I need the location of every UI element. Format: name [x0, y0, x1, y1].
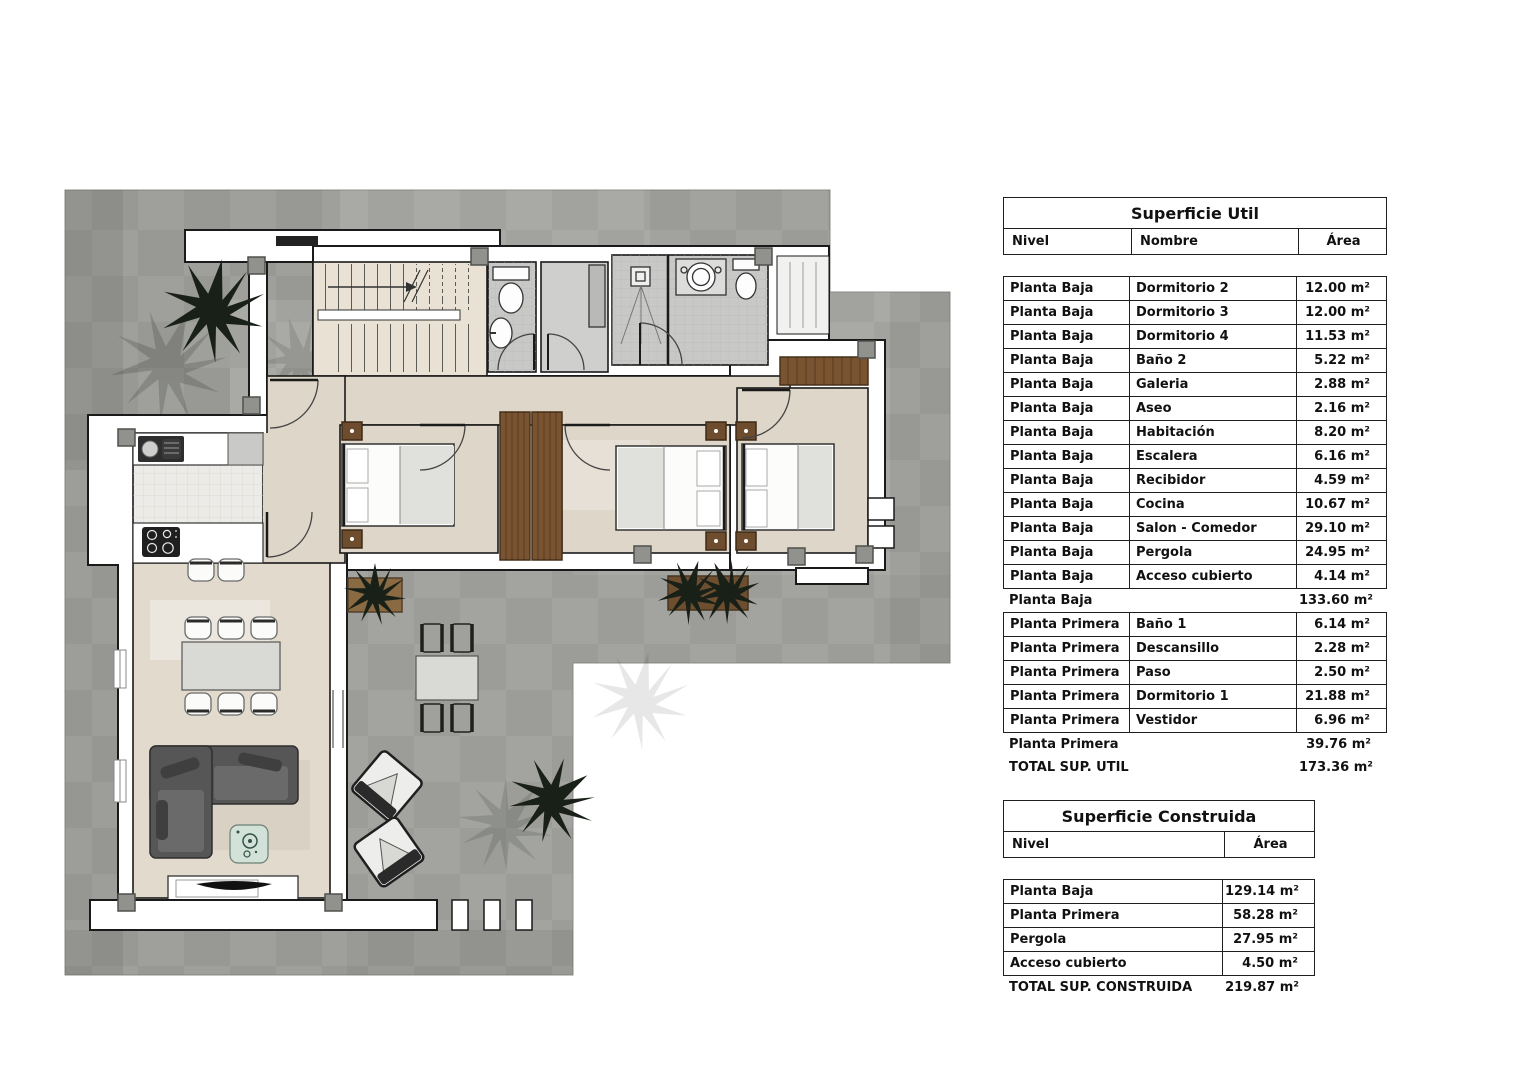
- wall-niche: [868, 526, 894, 548]
- toilet-icon: [499, 283, 523, 313]
- table-row: [1003, 904, 1315, 928]
- col-header-nivel: Nivel: [1012, 837, 1050, 852]
- toilet-tank: [493, 267, 529, 280]
- porch-band: [90, 900, 437, 930]
- table-cell-nombre: [1130, 756, 1297, 779]
- bed-dormitorio-3: [342, 444, 454, 526]
- table-cell-nombre: Dormitorio 4: [1130, 325, 1297, 349]
- acceso-step: [796, 568, 868, 584]
- tv-unit: [168, 876, 298, 902]
- table-cell-area: 39.76 m²: [1306, 737, 1371, 752]
- table-cell-area: 10.67 m²: [1297, 493, 1387, 517]
- table-gap: [1003, 858, 1315, 879]
- table-cell-area: 4.59 m²: [1297, 469, 1387, 493]
- table-cell-area: 4.50 m²: [1223, 952, 1315, 976]
- table-cell-nivel: TOTAL SUP. UTIL: [1009, 760, 1129, 775]
- table-cell-nivel: Planta Baja: [1003, 541, 1130, 565]
- table-row: [1003, 661, 1387, 685]
- table-body: [1003, 879, 1315, 999]
- table-row: [1003, 445, 1387, 469]
- col-header-nivel: Nivel: [1012, 234, 1050, 249]
- col-header-area: Área: [1298, 229, 1388, 254]
- table-cell-area: 6.16 m²: [1297, 445, 1387, 469]
- table-cell-nombre: [1130, 589, 1297, 612]
- table-row: [1003, 928, 1315, 952]
- table-cell-nombre: [1130, 733, 1297, 756]
- wardrobe-dorm4: [532, 412, 562, 560]
- table-cell-nivel: Planta Baja: [1003, 517, 1130, 541]
- table-cell-area: 21.88 m²: [1297, 685, 1387, 709]
- table-cell-area: 24.95 m²: [1297, 541, 1387, 565]
- table-cell-area: 6.96 m²: [1297, 709, 1387, 733]
- shower-head-icon: [631, 267, 650, 286]
- table-row: [1003, 325, 1387, 349]
- entry-side-wall: [249, 262, 267, 415]
- table-cell-nivel: Planta Primera: [1003, 612, 1130, 637]
- bar-stool: [218, 559, 244, 581]
- table-cell-area: 2.28 m²: [1297, 637, 1387, 661]
- table-cell-nombre: Dormitorio 1: [1130, 685, 1297, 709]
- hall-floor: [263, 433, 330, 563]
- table-cell-nombre: Recibidor: [1130, 469, 1297, 493]
- table-cell-nivel: Planta Primera: [1003, 661, 1130, 685]
- table-cell-nivel: Planta Primera: [1003, 685, 1130, 709]
- table-cell-area: 58.28 m²: [1223, 904, 1315, 928]
- table-cell-nivel: Planta Baja: [1003, 301, 1130, 325]
- table-cell-nivel: Planta Baja: [1003, 565, 1130, 589]
- table-cell-nivel: Planta Primera: [1003, 637, 1130, 661]
- table-cell-area: 2.88 m²: [1297, 373, 1387, 397]
- table-row: [1003, 301, 1387, 325]
- table-cell-nivel: Planta Baja: [1003, 445, 1130, 469]
- outdoor-table: [416, 656, 478, 700]
- table-cell-nombre: Escalera: [1130, 445, 1297, 469]
- table-cell-nombre: Pergola: [1130, 541, 1297, 565]
- table-cell-nivel: Planta Baja: [1003, 276, 1130, 301]
- table-row: [1003, 589, 1387, 612]
- table-cell-area: 219.87 m²: [1225, 980, 1299, 995]
- table-cell-nombre: Vestidor: [1130, 709, 1297, 733]
- table-cell-nombre: Baño 2: [1130, 349, 1297, 373]
- table-cell-area: 2.50 m²: [1297, 661, 1387, 685]
- table-cell-nombre: Habitación: [1130, 421, 1297, 445]
- vent: [516, 900, 532, 930]
- table-cell-nombre: Dormitorio 3: [1130, 301, 1297, 325]
- table-cell-nivel: Planta Baja: [1003, 325, 1130, 349]
- table-row: [1003, 952, 1315, 976]
- table-cell-area: 29.10 m²: [1297, 517, 1387, 541]
- table-row: [1003, 349, 1387, 373]
- table-cell-area: 5.22 m²: [1297, 349, 1387, 373]
- superficie-util-table: [1003, 197, 1387, 779]
- table-header: [1003, 197, 1387, 255]
- col-header-area: Área: [1224, 832, 1316, 857]
- table-cell-nivel: Planta Baja: [1003, 469, 1130, 493]
- table-row: [1003, 879, 1315, 904]
- table-cell-nivel: Planta Baja: [1003, 493, 1130, 517]
- bed-dormitorio-2: [742, 444, 834, 530]
- table-row: [1003, 493, 1387, 517]
- table-cell-nivel: Planta Primera: [1009, 737, 1119, 752]
- table-gap: [1003, 255, 1387, 276]
- porch: [90, 900, 532, 930]
- wall-niche: [868, 498, 894, 520]
- table-cell-area: 12.00 m²: [1297, 301, 1387, 325]
- toilet2-icon: [736, 273, 756, 299]
- table-cell-area: 2.16 m²: [1297, 397, 1387, 421]
- table-row: [1003, 733, 1387, 756]
- table-title: Superficie Construida: [1004, 801, 1314, 832]
- table-cell-nombre: Aseo: [1130, 397, 1297, 421]
- table-cell-nivel: Planta Baja: [1003, 879, 1223, 904]
- table-cell-nivel: Planta Baja: [1003, 349, 1130, 373]
- table-body: [1003, 276, 1387, 779]
- table-row: [1003, 397, 1387, 421]
- table-cell-nivel: Planta Primera: [1003, 904, 1223, 928]
- table-cell-nivel: Pergola: [1003, 928, 1223, 952]
- table-row: [1003, 612, 1387, 637]
- utility-unit: [589, 265, 605, 327]
- table-row: [1003, 685, 1387, 709]
- table-cell-nombre: Paso: [1130, 661, 1297, 685]
- table-cell-area: 6.14 m²: [1297, 612, 1387, 637]
- table-cell-area: 11.53 m²: [1297, 325, 1387, 349]
- vent: [484, 900, 500, 930]
- table-cell-nombre: Galeria: [1130, 373, 1297, 397]
- table-cell-nivel: Planta Baja: [1003, 421, 1130, 445]
- table-cell-nombre: Dormitorio 2: [1130, 276, 1297, 301]
- coffee-table: [230, 825, 268, 863]
- table-cell-nivel: Planta Baja: [1003, 397, 1130, 421]
- wardrobe-dorm3: [500, 412, 530, 560]
- column-headers: [1004, 229, 1386, 254]
- table-cell-nivel: TOTAL SUP. CONSTRUIDA: [1009, 980, 1193, 995]
- table-cell-nombre: Acceso cubierto: [1130, 565, 1297, 589]
- table-cell-area: 129.14 m²: [1223, 879, 1315, 904]
- table-cell-nivel: Planta Baja: [1009, 593, 1093, 608]
- table-title: Superficie Util: [1004, 198, 1386, 229]
- round-sink-icon: [687, 263, 715, 291]
- table-cell-area: 133.60 m²: [1299, 593, 1373, 608]
- table-cell-area: 12.00 m²: [1297, 276, 1387, 301]
- table-row: [1003, 565, 1387, 589]
- table-cell-nivel: Planta Baja: [1003, 373, 1130, 397]
- staircase: [318, 264, 478, 372]
- sink-basin-icon: [142, 441, 158, 457]
- table-cell-area: 8.20 m²: [1297, 421, 1387, 445]
- table-cell-area: 173.36 m²: [1299, 760, 1373, 775]
- table-row: [1003, 373, 1387, 397]
- table-header: [1003, 800, 1315, 858]
- bed-dormitorio-4: [616, 446, 726, 530]
- table-row: [1003, 469, 1387, 493]
- table-cell-area: 27.95 m²: [1223, 928, 1315, 952]
- table-cell-nombre: Salon - Comedor: [1130, 517, 1297, 541]
- dining-table: [182, 642, 280, 690]
- table-cell-nivel: Planta Primera: [1003, 709, 1130, 733]
- table-row: [1003, 276, 1387, 301]
- bar-stool: [188, 559, 214, 581]
- vent: [452, 900, 468, 930]
- table-cell-area: 4.14 m²: [1297, 565, 1387, 589]
- table-cell-nivel: Acceso cubierto: [1003, 952, 1223, 976]
- stove-icon: [142, 527, 180, 557]
- table-row: [1003, 541, 1387, 565]
- table-cell-nombre: Baño 1: [1130, 612, 1297, 637]
- table-row: [1003, 637, 1387, 661]
- col-header-nombre: Nombre: [1131, 229, 1298, 254]
- column-headers: [1004, 832, 1314, 857]
- table-row: [1003, 976, 1315, 999]
- corridor-floor: [340, 376, 790, 425]
- table-cell-nombre: Descansillo: [1130, 637, 1297, 661]
- table-cell-nombre: Cocina: [1130, 493, 1297, 517]
- table-row: [1003, 421, 1387, 445]
- table-row: [1003, 517, 1387, 541]
- kitchen-column: [228, 433, 263, 465]
- table-row: [1003, 709, 1387, 733]
- superficie-construida-table: [1003, 800, 1315, 999]
- table-row: [1003, 756, 1387, 779]
- window-lintel: [276, 236, 318, 246]
